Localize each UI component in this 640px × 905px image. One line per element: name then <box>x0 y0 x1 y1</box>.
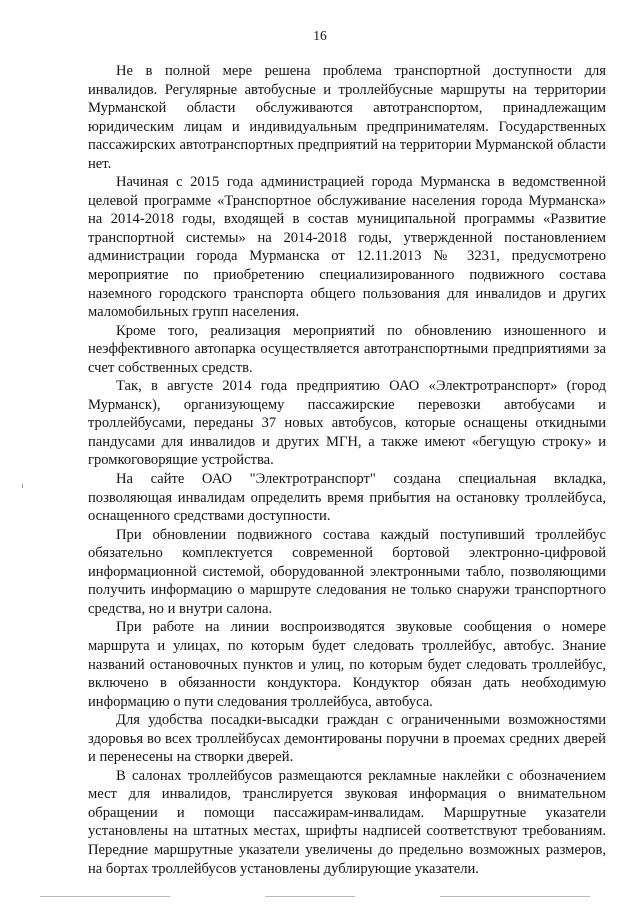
footer-rule-right <box>440 896 590 897</box>
paragraph-audio-messages: При работе на линии воспроизводятся звуковые сообщения о номере маршрута и улицах, по которым будет следовать троллейбус, автобус. Знание названий остановочных пунктов и улиц, по которым будет следовать троллейбус, включено в обязанности кондуктора. Кондуктор обязан дать необходимую информацию о пути следования троллейбуса, автобуса. <box>88 619 606 710</box>
paragraph-new-buses: Так, в августе 2014 года предприятию ОАО «Электротранспорт» (город Мурманск), организующему пассажирские перевозки автобусами и троллейбусами, переданы 37 новых автобусов, которые оснащены откидными пандусами для инвалидов и других МГН, а также имеют «бегущую строку» и громкоговорящие устройства. <box>88 378 606 469</box>
paragraph-target-program: Начиная с 2015 года администрацией города Мурманска в ведомственной целевой программе «Транспортное обслуживание населения города Мурманска» на 2014-2018 годы, входящей в состав муниципальной программы «Развитие транспортной системы» на 2014-2018 годы, утвержденной постановлением администрации города Мурманска от 12.11.2013 № 3231, предусмотрено мероприятие по приобретению специализированного подвижного состава наземного городского транспорта общего пользования для инвалидов и других маломобильных групп населения. <box>88 174 606 321</box>
footer-rule-left <box>40 896 170 897</box>
paragraph-handrails: Для удобства посадки-высадки граждан с ограниченными возможностями здоровья во всех троллейбусах демонтированы поручни в проемах средних дверей и перенесены на створки дверей. <box>88 712 606 766</box>
paragraph-website-tab: На сайте ОАО "Электротранспорт" создана специальная вкладка, позволяющая инвалидам определить время прибытия на остановку троллейбуса, оснащенного средствами доступности. <box>88 471 606 525</box>
paragraph-onboard-system: При обновлении подвижного состава каждый поступивший троллейбус обязательно комплектуется современной бортовой электронно-цифровой информационной системой, оборудованной электронными табло, позволяющими получить информацию о маршруте следования не только снаружи транспортного средства, но и внутри салона. <box>88 526 606 617</box>
document-body <box>88 62 606 878</box>
page-number: 16 <box>313 28 327 43</box>
paragraph-cabin-stickers: В салонах троллейбусов размещаются рекламные наклейки с обозначением мест для инвалидов, транслируется звуковая информация о внимательном обращении и помощи пассажирам-инвалидам. Маршрутные указатели установлены на штатных местах, шрифты надписей соответствуют требованиям. Передние маршрутные указатели увеличены до предельно возможных размеров, на бортах троллейбусов установлены дублирующие указатели. <box>88 767 606 877</box>
margin-mark <box>22 484 23 488</box>
footer-rule-center <box>265 896 355 897</box>
paragraph-transport-accessibility: Не в полной мере решена проблема транспортной доступности для инвалидов. Регулярные автобусные и троллейбусные маршруты на территории Мурманской области обслуживаются автотранспортом, принадлежащим юридическим лицам и индивидуальным предпринимателям. Государственных пассажирских автотранспортных предприятий на территории Мурманской области нет. <box>88 63 606 172</box>
paragraph-fleet-renewal: Кроме того, реализация мероприятий по обновлению изношенного и неэффективного автопарка осуществляется автотранспортными предприятиями за счет собственных средств. <box>88 322 606 376</box>
